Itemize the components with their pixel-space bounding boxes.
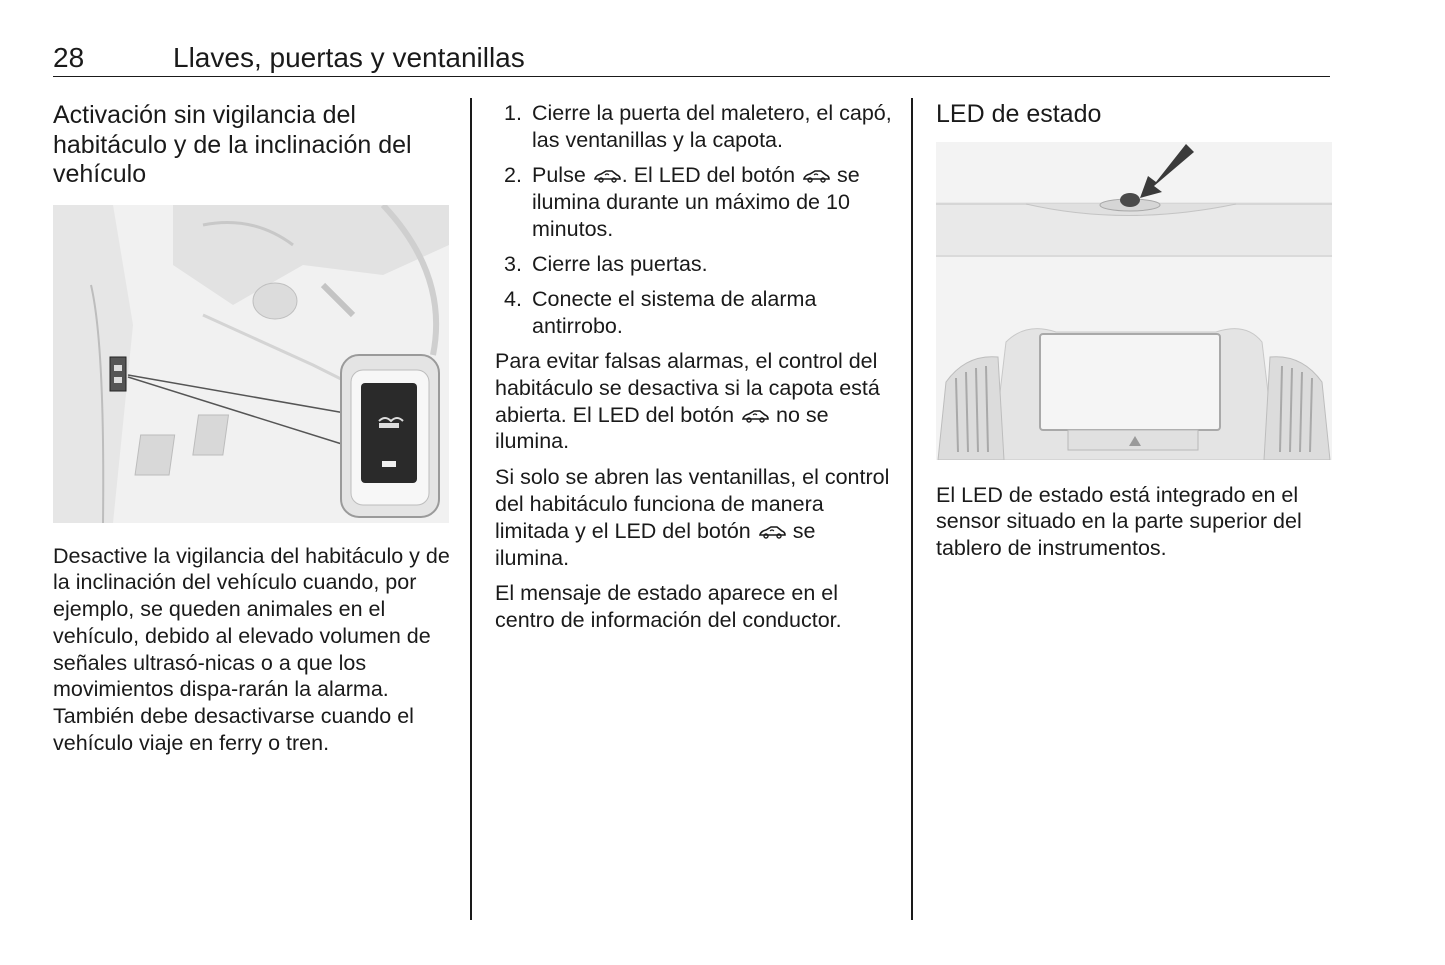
body-paragraph: Desactive la vigilancia del habitáculo y de la inclinación del vehículo cuando, por ejemplo, se queden animales en el vehículo, debido al elevado volumen de señales ultrasó-nicas o a que los movimientos dispa-rarán la alarma. También debe desactivarse cuando el vehículo viaje en ferry o tren.	[53, 543, 450, 756]
page-header	[53, 42, 1330, 77]
alarm-car-icon	[801, 168, 831, 184]
section-heading: LED de estado	[936, 100, 1102, 128]
section-heading: Activación sin vigilancia del habitáculo y de la inclinación del vehículo	[53, 101, 412, 188]
list-item: 2. Pulse . El LED del botón se ilumina durante un máximo de 10 minutos.	[504, 163, 860, 241]
page-number: 28	[53, 42, 85, 73]
alarm-car-icon	[757, 524, 787, 540]
body-paragraph: Si solo se abren las ventanillas, el control del habitáculo funciona de manera limitada y el LED del botón se ilumina.	[495, 465, 890, 570]
column-middle	[495, 100, 895, 643]
steps-list	[495, 100, 895, 340]
body-paragraph: El mensaje de estado aparece en el centro de información del conductor.	[495, 581, 842, 633]
column-divider	[470, 98, 472, 920]
chapter-title: Llaves, puertas y ventanillas	[173, 42, 525, 73]
list-item: 4. Conecte el sistema de alarma antirrobo.	[504, 287, 817, 338]
column-divider	[911, 98, 913, 920]
alarm-car-icon	[740, 408, 770, 424]
interior-monitoring-switch-illustration	[53, 205, 449, 523]
body-paragraph: Para evitar falsas alarmas, el control del habitáculo se desactiva si la capota está abierta. El LED del botón no se ilumina.	[495, 349, 880, 454]
column-right	[936, 100, 1336, 562]
dashboard-led-sensor-illustration	[936, 142, 1332, 460]
list-item: 1. Cierre la puerta del maletero, el capó, las ventanillas y la capota.	[504, 101, 892, 152]
body-paragraph: El LED de estado está integrado en el sensor situado en la parte superior del tablero de instrumentos.	[936, 482, 1302, 561]
column-left	[53, 100, 453, 757]
alarm-car-icon	[592, 168, 622, 184]
list-item: 3. Cierre las puertas.	[504, 252, 708, 276]
